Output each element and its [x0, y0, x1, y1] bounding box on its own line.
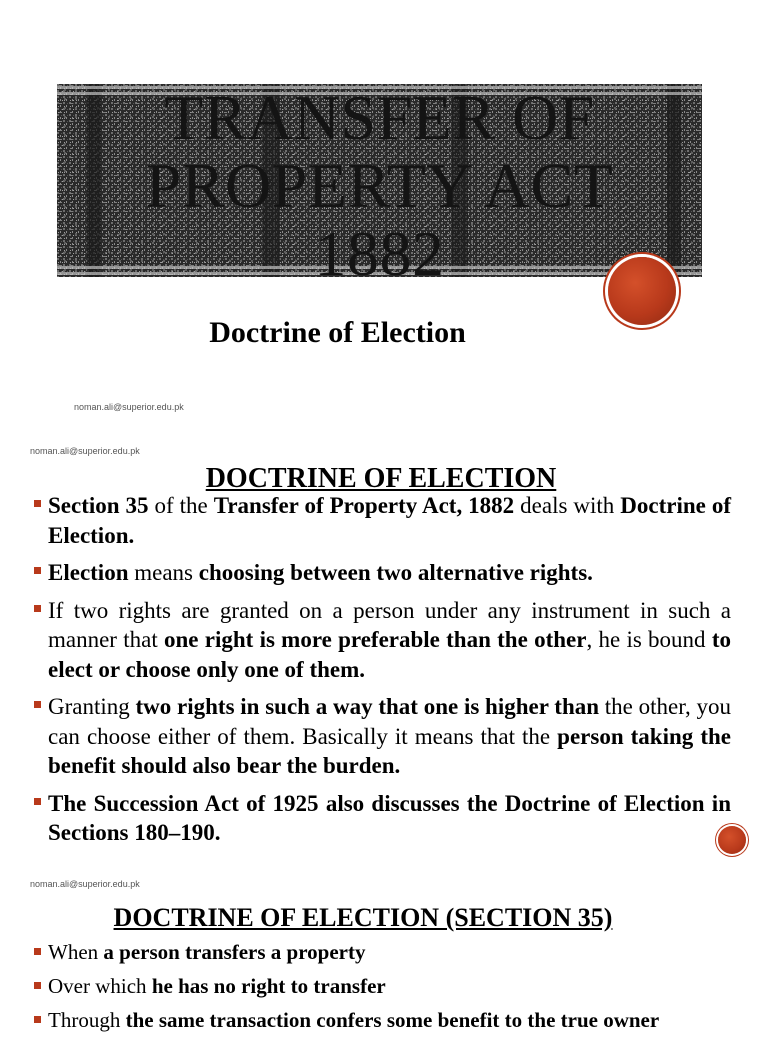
bullet-text-bold: two rights in such a way that one is higher than	[135, 694, 600, 719]
bullet-marker-icon	[34, 567, 41, 574]
decorative-circle-icon	[608, 257, 676, 325]
bullet-text: , he is bound	[586, 627, 712, 652]
author-email: noman.ali@superior.edu.pk	[30, 446, 140, 456]
bullet-text-bold: The Succession Act of 1925 also discusses the Doctrine of Election in Sections 180–190.	[48, 790, 731, 845]
bullet-marker-icon	[34, 1016, 41, 1023]
bullet-marker-icon	[34, 948, 41, 955]
bullet-text-bold: a person transfers a property	[103, 940, 366, 964]
bullet-item	[34, 596, 731, 685]
bullet-text-bold: Transfer of Property Act, 1882	[213, 493, 515, 518]
slide-subtitle: Doctrine of Election	[209, 316, 466, 349]
bullet-text: the other, you can choose either of them. Basically it means that the	[48, 694, 731, 749]
bullet-marker-icon	[34, 798, 41, 805]
bullet-marker-icon	[34, 982, 41, 989]
slide-heading: DOCTRINE OF ELECTION (SECTION 35)	[113, 903, 613, 932]
bullet-marker-icon	[34, 701, 41, 708]
bullet-text: Through	[48, 1008, 126, 1032]
bullet-text-bold: to elect or choose only one of them.	[48, 627, 731, 682]
bullet-text: If two rights are granted on a person under any instrument in such a manner that	[48, 597, 731, 652]
bullet-item	[34, 940, 731, 964]
bullet-text-bold: person taking the benefit should also bear the burden.	[48, 723, 731, 778]
author-email: noman.ali@superior.edu.pk	[30, 879, 140, 889]
bullet-text: Over which	[48, 974, 152, 998]
bullet-marker-icon	[34, 605, 41, 612]
bullet-text-bold: Section 35	[48, 493, 149, 518]
bullet-item	[34, 1008, 731, 1032]
decorative-circle-icon	[718, 826, 746, 854]
slide-title	[57, 84, 702, 288]
bullet-text: deals with	[514, 493, 621, 518]
bullet-text-bold: Election	[48, 560, 129, 585]
bullet-text: of the	[148, 493, 214, 518]
bullet-text: Granting	[48, 694, 136, 719]
bullet-text-bold: the same transaction confers some benefit to the true owner	[125, 1008, 660, 1032]
bullet-list	[34, 491, 731, 856]
bullet-item	[34, 692, 731, 781]
bullet-text-bold: one right is more preferable than the other	[164, 627, 587, 652]
bullet-text-bold: Doctrine of Election.	[48, 493, 731, 548]
bullet-list	[34, 940, 731, 1042]
bullet-text: means	[128, 560, 199, 585]
bullet-item	[34, 789, 731, 848]
bullet-text: When	[48, 940, 104, 964]
title-line: TRANSFER OF	[164, 82, 595, 153]
bullet-item	[34, 558, 731, 588]
slide-heading: DOCTRINE OF ELECTION	[205, 463, 557, 494]
bullet-text-bold: choosing between two alternative rights.	[198, 560, 593, 585]
bullet-text-bold: he has no right to transfer	[151, 974, 386, 998]
title-line: PROPERTY ACT	[145, 150, 614, 221]
author-email: noman.ali@superior.edu.pk	[74, 402, 184, 412]
bullet-marker-icon	[34, 500, 41, 507]
title-line: 1882	[314, 218, 445, 289]
bullet-item	[34, 974, 731, 998]
bullet-item	[34, 491, 731, 550]
